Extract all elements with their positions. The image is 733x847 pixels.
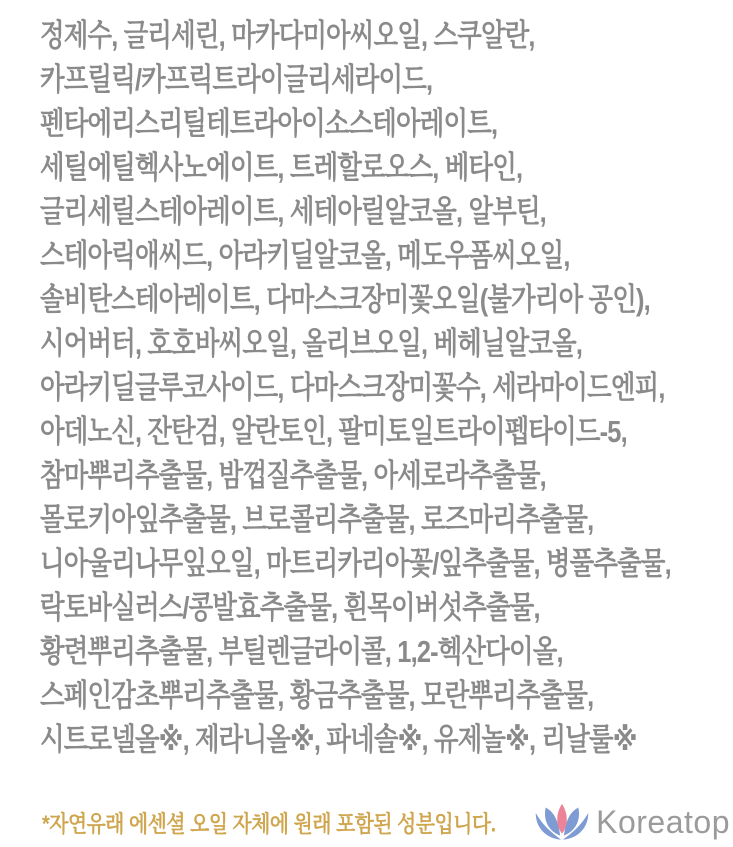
ingredient-line: 황련뿌리추출물, 부틸렌글라이콜, 1,2-헥산다이올, [40, 634, 563, 669]
brand-logo [533, 802, 730, 842]
ingredient-line: 세틸에틸헥사노에이트, 트레할로오스, 베타인, [40, 150, 523, 185]
ingredient-line: 시트로넬올※, 제라니올※, 파네솔※, 유제놀※, 리날룰※ [40, 722, 637, 757]
ingredient-line: 아데노신, 잔탄검, 알란토인, 팔미토일트라이펩타이드-5, [40, 414, 627, 449]
ingredient-line: 스페인감초뿌리추출물, 황금추출물, 모란뿌리추출물, [40, 678, 594, 713]
ingredient-line: 글리세릴스테아레이트, 세테아릴알코올, 알부틴, [40, 194, 546, 229]
footer [0, 798, 733, 846]
ingredient-line: 몰로키아잎추출물, 브로콜리추출물, 로즈마리추출물, [40, 502, 594, 537]
brand-name: Koreatop [596, 804, 730, 840]
ingredient-line: 정제수, 글리세린, 마카다미아씨오일, 스쿠알란, [40, 18, 535, 53]
ingredient-line: 스테아릭애씨드, 아라키딜알코올, 메도우폼씨오일, [40, 238, 570, 273]
ingredient-line: 참마뿌리추출물, 밤껍질추출물, 아세로라추출물, [40, 458, 546, 493]
lotus-icon [533, 802, 591, 842]
ingredient-line: 펜타에리스리틸테트라아이소스테아레이트, [40, 106, 498, 141]
ingredient-line: 니아울리나무잎오일, 마트리카리아꽃/잎추출물, 병풀추출물, [40, 546, 671, 581]
ingredient-line: 아라키딜글루코사이드, 다마스크장미꽃수, 세라마이드엔피, [40, 370, 665, 405]
ingredient-line: 카프릴릭/카프릭트라이글리세라이드, [40, 62, 433, 97]
ingredient-line: 시어버터, 호호바씨오일, 올리브오일, 베헤닐알코올, [40, 326, 583, 361]
ingredient-line: 솔비탄스테아레이트, 다마스크장미꽃오일(불가리아 공인), [40, 282, 650, 317]
ingredient-line: 락토바실러스/콩발효추출물, 흰목이버섯추출물, [40, 590, 540, 625]
footnote-natural-essential-oil: *자연유래 에센셜 오일 자체에 원래 포함된 성분입니다. [42, 810, 496, 837]
